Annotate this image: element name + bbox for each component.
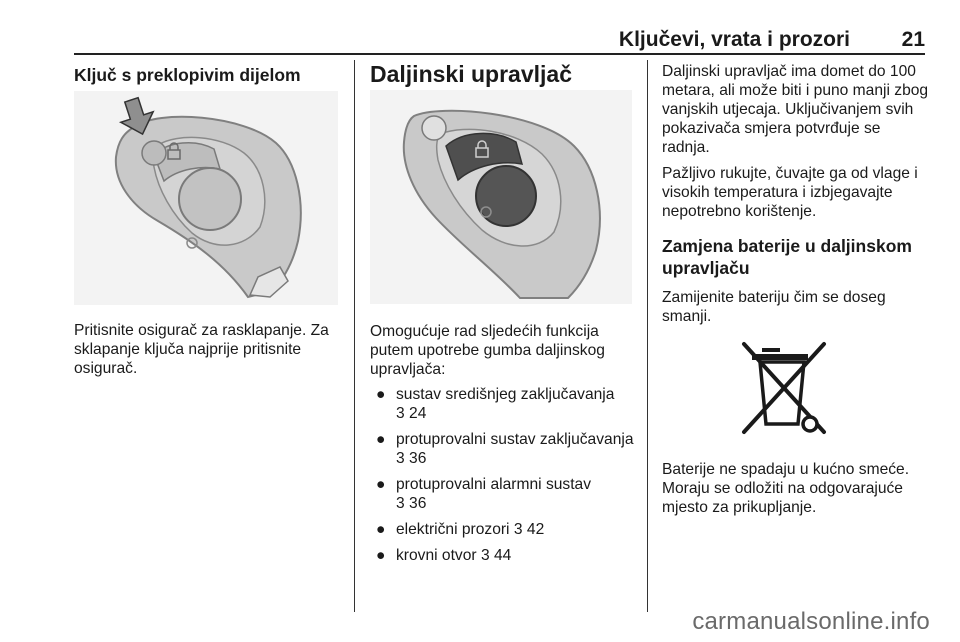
middle-heading: Daljinski upravljač bbox=[370, 61, 572, 87]
left-column bbox=[74, 62, 346, 378]
column-divider-1 bbox=[354, 60, 355, 612]
function-list bbox=[370, 385, 640, 565]
folding-key-illustration bbox=[74, 91, 338, 305]
middle-intro: Omogućuje rad sljedećih funkcija putem upotrebe gumba daljinskog upravljača: bbox=[370, 323, 605, 378]
range-paragraph: Daljinski upravljač ima domet do 100 metara, ali može biti i puno manji zbog vanjskih utjecaja. Uključivanjem svih pokazivača smjera potvrđuje se radnja. bbox=[662, 63, 929, 156]
battery-heading: Zamjena baterije u daljinskom upravljaču bbox=[662, 236, 912, 278]
right-column bbox=[662, 62, 930, 517]
middle-column bbox=[370, 62, 640, 572]
cross-reference[interactable]: 3 42 bbox=[513, 521, 545, 538]
watermark: carmanualsonline.info bbox=[692, 608, 930, 635]
bullet-icon: ● bbox=[376, 521, 386, 538]
crossed-bin-icon bbox=[738, 338, 832, 442]
list-item: ● protuprovalni sustav zaključavanja 3 36 bbox=[376, 431, 634, 467]
remote-button-icon bbox=[179, 168, 241, 230]
battery-replace-paragraph: Zamijenite bateriju čim se doseg smanji. bbox=[662, 289, 886, 325]
cross-reference[interactable]: 3 24 bbox=[396, 405, 427, 422]
bullet-icon: ● bbox=[376, 547, 386, 564]
reference-arrow-icon: 3 bbox=[396, 495, 405, 512]
left-caption: Pritisnite osigurač za rasklapanje. Za sklapanje ključa najprije pritisnite osigurač. bbox=[74, 322, 329, 377]
bullet-icon: ● bbox=[376, 431, 386, 448]
bullet-icon: ● bbox=[376, 476, 386, 493]
list-item: ● sustav središnjeg zaključavanja 3 24 bbox=[376, 386, 615, 422]
list-item: ● protuprovalni alarmni sustav 3 36 bbox=[376, 476, 592, 512]
page-number: 21 bbox=[901, 28, 925, 51]
release-button-icon bbox=[142, 141, 166, 165]
care-paragraph: Pažljivo rukujte, čuvajte ga od vlage i visokih temperatura i izbjegavajte nepotrebno korištenje. bbox=[662, 165, 918, 220]
left-heading: Ključ s preklopivim dijelom bbox=[74, 65, 301, 85]
disposal-paragraph: Baterije ne spadaju u kućno smeće. Moraju se odložiti na odgovarajuće mjesto za prikupljanje. bbox=[662, 461, 910, 516]
header-title: Ključevi, vrata i prozori bbox=[618, 28, 850, 51]
header-rule bbox=[74, 53, 925, 55]
list-item: ● električni prozori 3 42 bbox=[376, 521, 545, 538]
reference-arrow-icon: 3 bbox=[396, 450, 405, 467]
reference-arrow-icon: 3 bbox=[396, 405, 405, 422]
cross-reference[interactable]: 3 36 bbox=[396, 495, 427, 512]
list-item: ● krovni otvor 3 44 bbox=[376, 547, 512, 564]
cross-reference[interactable]: 3 36 bbox=[396, 450, 427, 467]
column-divider-2 bbox=[647, 60, 648, 612]
reference-arrow-icon: 3 bbox=[480, 547, 490, 564]
remote-control-illustration bbox=[370, 90, 632, 304]
release-button-icon bbox=[422, 116, 446, 140]
reference-arrow-icon: 3 bbox=[513, 521, 523, 538]
cross-reference[interactable]: 3 44 bbox=[480, 547, 512, 564]
bullet-icon: ● bbox=[376, 386, 386, 403]
